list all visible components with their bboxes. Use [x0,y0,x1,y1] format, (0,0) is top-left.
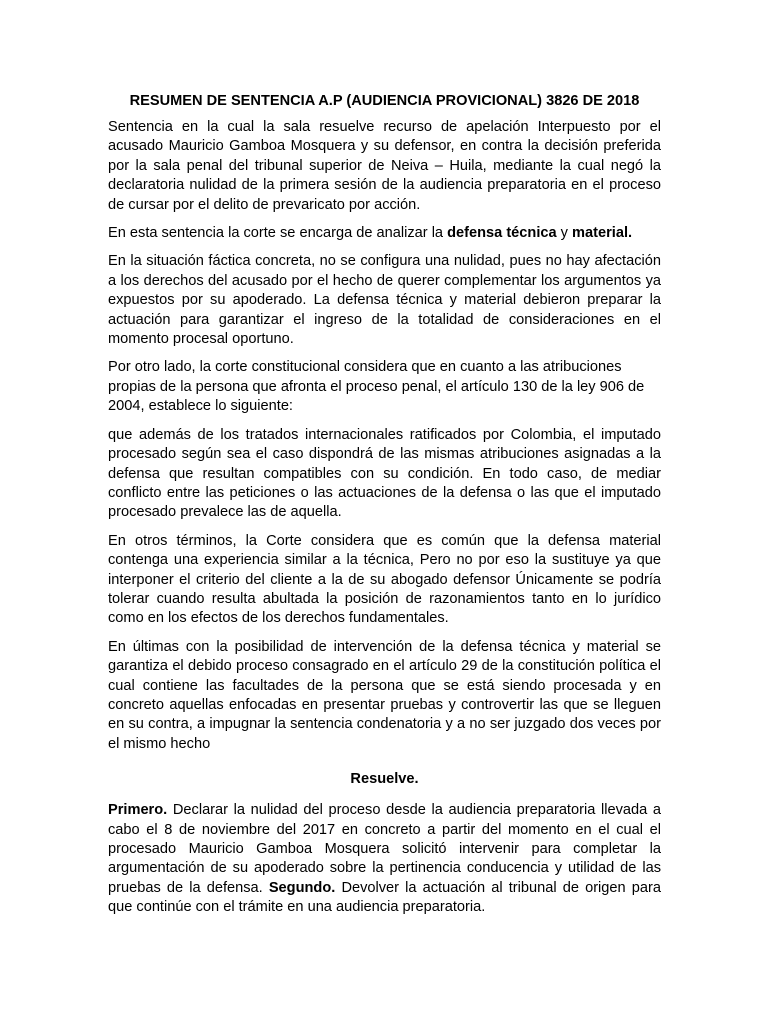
paragraph-analysis-connector: y [556,225,573,242]
resuelve-heading: Resuelve. [350,771,419,788]
paragraph-resolution [108,801,661,917]
paragraph-constitutional: Por otro lado, la corte constitucional considera que en cuanto a las atribuciones propias de la persona que afronta el proceso penal, el artículo 130 de la ley 906 de 2004, establece lo siguiente: [108,359,645,415]
paragraph-article-130: que además de los tratados internacionales ratificados por Colombia, el imputado procesado según sea el caso dispondrá de las mismas atribuciones asignadas a la defensa que resultan compatibles con su condición. En todo caso, de mediar conflicto entre las peticiones o las actuaciones de la defensa o las que el imputado procesado prevalece las de aquella. [108,426,661,521]
document-page [108,92,661,927]
paragraph-analysis [108,224,661,243]
resolution-second-text: Devolver la actuación al tribunal de origen para que continúe con el trámite en una audiencia preparatoria. [108,879,661,916]
paragraph-due-process: En últimas con la posibilidad de intervención de la defensa técnica y material se garantiza el debido proceso consagrado en el artículo 29 de la constitución política el cual contiene las facultades de la persona que se está siendo procesada y en concreto aquellas enfocadas en presentar pruebas y controvertir las que se lleguen en su contra, a impugnar la sentencia condenatoria y a no ser juzgado dos veces por el mismo hecho [108,638,661,752]
bold-defensa-tecnica: defensa técnica [447,225,557,242]
bold-material: material. [572,225,633,242]
bold-segundo: Segundo. [268,879,336,896]
paragraph-intro: Sentencia en la cual la sala resuelve recurso de apelación Interpuesto por el acusado Mauricio Gamboa Mosquera y su defensor, en contra la decisión preferida por la sala penal del tribunal superior de Neiva – Huila, mediante la cual negó la declaratoria nulidad de la primera sesión de la audiencia preparatoria en el proceso de cursar por el delito de prevaricato por acción. [108,119,661,213]
paragraph-analysis-text: En esta sentencia la corte se encarga de analizar la [108,225,448,242]
resolution-first-text: Declarar la nulidad del proceso desde la audiencia preparatoria llevada a cabo el 8 de noviembre del 2017 en concreto a partir del momento en el cual el procesado Mauricio Gamboa Mosquera solicitó intervenir para completar la argumentación de su apoderado sobre la pertinencia conducencia y utilidad de las pruebas de la defensa. [108,802,661,896]
bold-primero: Primero. [108,802,168,819]
document-title: RESUMEN DE SENTENCIA A.P (AUDIENCIA PROVICIONAL) 3826 DE 2018 [129,93,640,109]
paragraph-facts: En la situación fáctica concreta, no se configura una nulidad, pues no hay afectación a los derechos del acusado por el hecho de querer complementar los argumentos ya expuestos por su apoderado. La defensa técnica y material debieron preparar la actuación para garantizar el ingreso de la totalidad de consideraciones en el momento procesal oportuno. [108,253,661,348]
paragraph-other-terms: En otros términos, la Corte considera que es común que la defensa material contenga una experiencia similar a la técnica, Pero no por eso la sustituye ya que interponer el criterio del cliente a la de su abogado defensor Únicamente se podría tolerar cuando resulta abultada la posición de razonamientos tanto en lo jurídico como en los efectos de los derechos fundamentales. [108,532,661,627]
